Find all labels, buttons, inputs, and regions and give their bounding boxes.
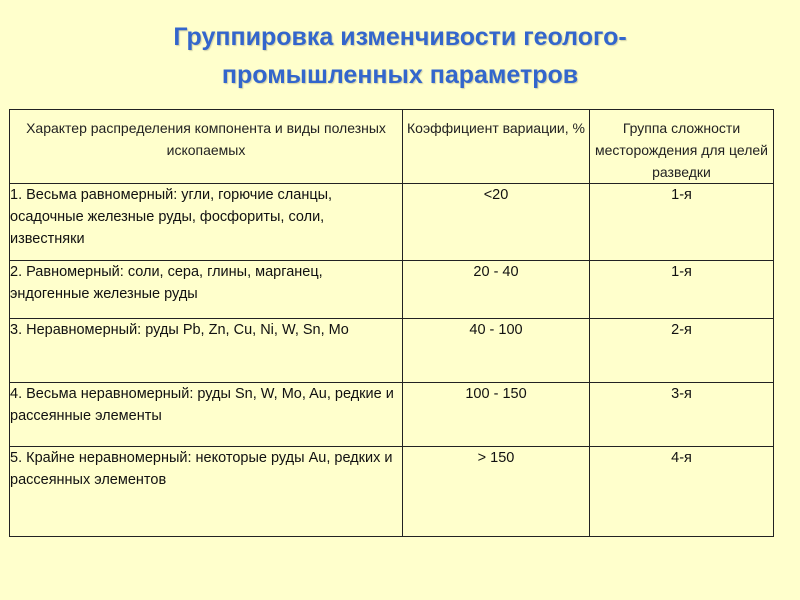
row-group: 2-я <box>590 319 774 383</box>
row-description: 5. Крайне неравномерный: некоторые руды Au, редких и рассеянных элементов <box>10 447 403 537</box>
page-title <box>0 18 800 94</box>
variability-table <box>9 109 774 537</box>
row-group: 1-я <box>590 261 774 319</box>
header-coefficient: Коэффициент вариации, % <box>403 110 590 184</box>
table-row <box>10 184 774 261</box>
page-title-line-2: промышленных параметров <box>221 61 579 89</box>
row-description: 1. Весьма равномерный: угли, горючие сланцы, осадочные железные руды, фосфориты, соли, известняки <box>10 184 403 261</box>
header-complexity-group: Группа сложности месторождения для целей разведки <box>590 110 774 184</box>
row-coefficient: 100 - 150 <box>403 383 590 447</box>
header-distribution: Характер распределения компонента и виды полезных ископаемых <box>10 110 403 184</box>
row-description: 2. Равномерный: соли, сера, глины, марганец, эндогенные железные руды <box>10 261 403 319</box>
row-coefficient: <20 <box>403 184 590 261</box>
row-coefficient: 20 - 40 <box>403 261 590 319</box>
row-description: 3. Неравномерный: руды Pb, Zn, Cu, Ni, W, Sn, Mo <box>10 319 403 383</box>
table-row <box>10 261 774 319</box>
table-header-row <box>10 110 774 184</box>
row-coefficient: > 150 <box>403 447 590 537</box>
page-title-line-1: Группировка изменчивости геолого- <box>173 23 627 51</box>
table-row <box>10 383 774 447</box>
row-group: 1-я <box>590 184 774 261</box>
row-group: 3-я <box>590 383 774 447</box>
row-coefficient: 40 - 100 <box>403 319 590 383</box>
row-group: 4-я <box>590 447 774 537</box>
row-description: 4. Весьма неравномерный: руды Sn, W, Mo, Au, редкие и рассеянные элементы <box>10 383 403 447</box>
table-row <box>10 447 774 537</box>
table-row <box>10 319 774 383</box>
